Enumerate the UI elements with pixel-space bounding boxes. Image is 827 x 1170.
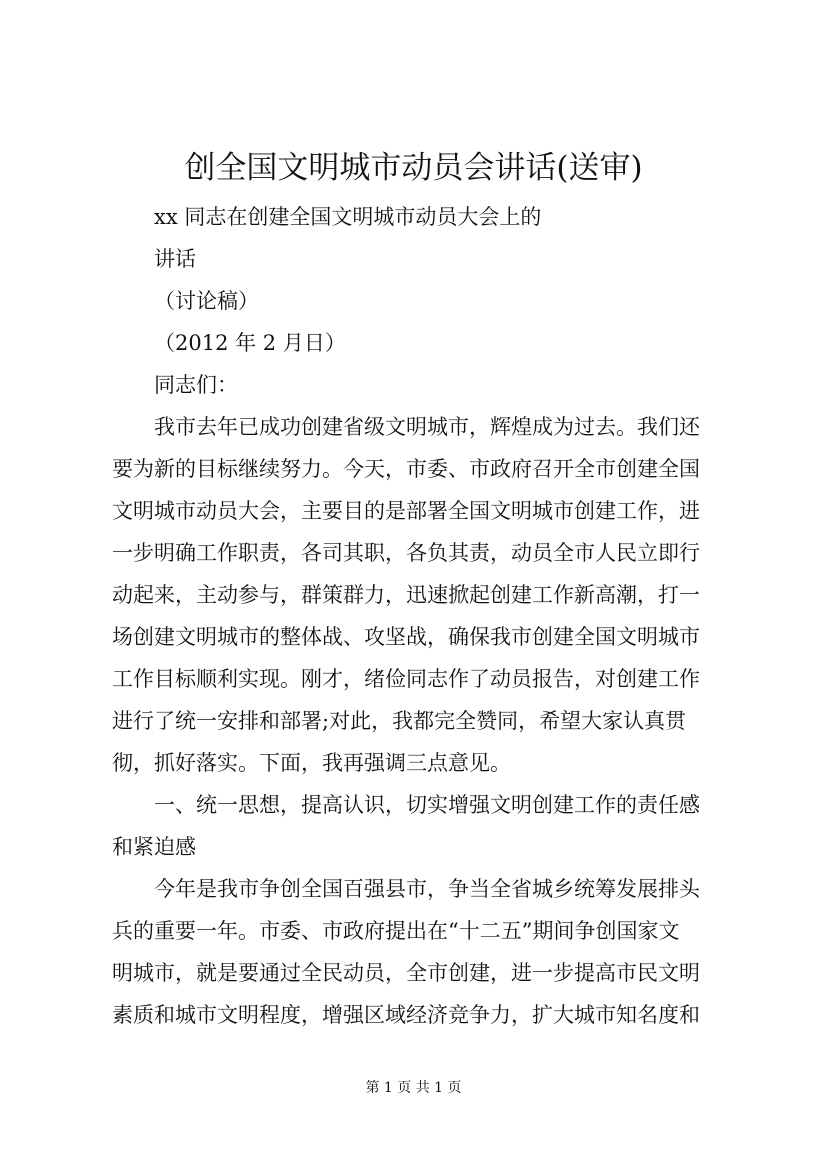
paragraph-line: 进行了统一安排和部署;对此，我都完全赞同，希望大家认真贯: [112, 709, 687, 733]
document-title: 创全国文明城市动员会讲话(送审): [184, 150, 643, 186]
paragraph-line: 素质和城市文明程度，增强区域经济竞争力，扩大城市知名度和: [112, 1003, 700, 1027]
paragraph-line: 今年是我市争创全国百强县市，争当全省城乡统筹发展排头: [154, 877, 700, 901]
page-footer: 第 1 页 共 1 页: [365, 1080, 462, 1096]
paragraph-line: 文明城市动员大会，主要目的是部署全国文明城市创建工作，进: [112, 499, 700, 523]
header-line-speech: 讲话: [154, 247, 196, 271]
paragraph-line: 明城市，就是要通过全民动员，全市创建，进一步提高市民文明: [112, 961, 700, 985]
paragraph-line: 兵的重要一年。市委、市政府提出在“十二五”期间争创国家文: [112, 919, 680, 943]
header-line-author: xx 同志在创建全国文明城市动员大会上的: [154, 205, 542, 229]
section-heading-line: 和紧迫感: [112, 835, 196, 859]
paragraph-line: 要为新的目标继续努力。今天，市委、市政府召开全市创建全国: [112, 457, 700, 481]
paragraph-line: 彻，抓好落实。下面，我再强调三点意见。: [112, 751, 511, 775]
paragraph-line: 场创建文明城市的整体战、攻坚战，确保我市创建全国文明城市: [112, 625, 700, 649]
paragraph-line: 一步明确工作职责，各司其职，各负其责，动员全市人民立即行: [112, 541, 700, 565]
document-body: [112, 196, 722, 1036]
paragraph-line: 工作目标顺利实现。刚才，绪俭同志作了动员报告，对创建工作: [112, 667, 700, 691]
paragraph-line: 我市去年已成功创建省级文明城市，辉煌成为过去。我们还: [154, 415, 700, 439]
salutation: 同志们：: [154, 373, 238, 397]
header-line-draft: （讨论稿）: [154, 289, 259, 313]
section-heading-line: 一、统一思想，提高认识，切实增强文明创建工作的责任感: [154, 793, 700, 817]
header-line-date: （2012 年 2 月日）: [154, 331, 346, 355]
paragraph-line: 动起来，主动参与，群策群力，迅速掀起创建工作新高潮，打一: [112, 583, 700, 607]
